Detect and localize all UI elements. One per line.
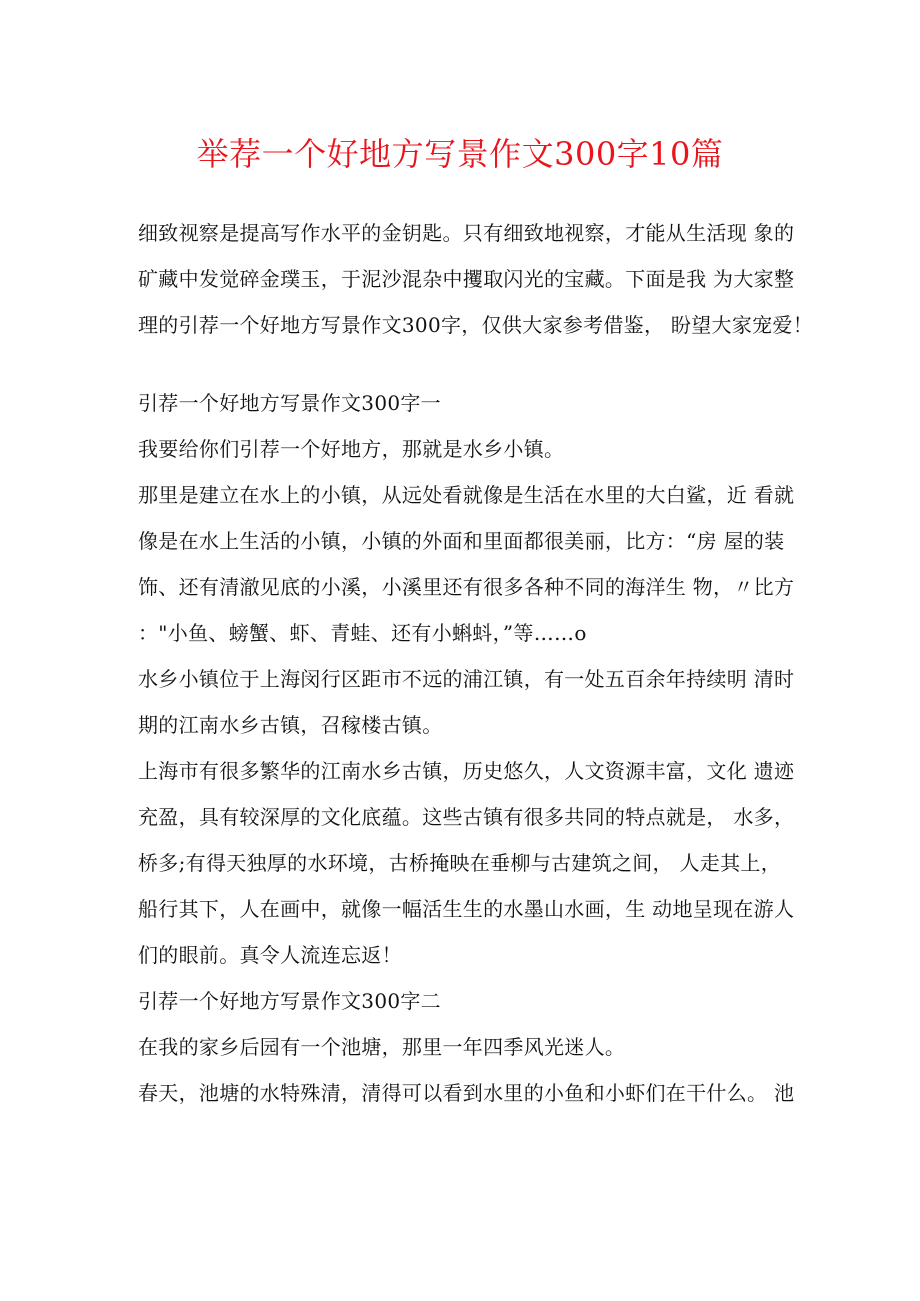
paragraph-line: 在我的家乡后园有一个池塘，那里一年四季风光迷人。 [138,1035,626,1059]
paragraph-line: 桥多;有得天独厚的水环境，古桥掩映在垂柳与古建筑之间， 人走其上， [138,851,781,875]
paragraph-line: 理的引荐一个好地方写景作文300字，仅供大家参考借鉴， 盼望大家宠爱！ [138,313,814,337]
paragraph-line: 充盈，具有较深厚的文化底蕴。这些古镇有很多共同的特点就是， 水多， [138,805,795,829]
paragraph-line: 我要给你们引荐一个好地方，那就是水乡小镇。 [138,437,565,461]
section-heading: 引荐一个好地方写景作文300字一 [138,391,441,415]
paragraph-line: 细致视察是提高写作水平的金钥匙。只有细致地视察，才能从生活现 象的 [138,221,795,245]
paragraph-line: 饰、还有清澈见底的小溪，小溪里还有很多各种不同的海洋生 物，〃比方 [138,575,795,599]
document-body [138,210,814,1116]
paragraph-line: 春天，池塘的水特殊清，清得可以看到水里的小鱼和小虾们在干什么。 池 [138,1081,795,1105]
paragraph-line: 水乡小镇位于上海闵行区距市不远的浦江镇，有一处五百余年持续明 清时 [138,667,795,691]
paragraph-line: ："小鱼、螃蟹、虾、青蛙、还有小蝌蚪，”等……o [138,621,587,645]
paragraph-line: 们的眼前。真令人流连忘返！ [138,943,402,967]
document-title: 举荐一个好地方写景作文300字10篇 [196,135,724,173]
paragraph-line: 那里是建立在水上的小镇，从远处看就像是生活在水里的大白鲨，近 看就 [138,483,795,507]
paragraph-line: 船行其下，人在画中，就像一幅活生生的水墨山水画，生 动地呈现在游人 [138,897,795,921]
paragraph-line: 像是在水上生活的小镇，小镇的外面和里面都很美丽，比方：“房 屋的装 [138,529,785,553]
paragraph-line: 矿藏中发觉碎金璞玉，于泥沙混杂中攫取闪光的宝藏。下面是我 为大家整 [138,267,795,291]
paragraph-line: 期的江南水乡古镇，召稼楼古镇。 [138,713,443,737]
paragraph-line: 上海市有很多繁华的江南水乡古镇，历史悠久，人文资源丰富，文化 遗迹 [138,759,795,783]
section-heading: 引荐一个好地方写景作文300字二 [138,989,441,1013]
